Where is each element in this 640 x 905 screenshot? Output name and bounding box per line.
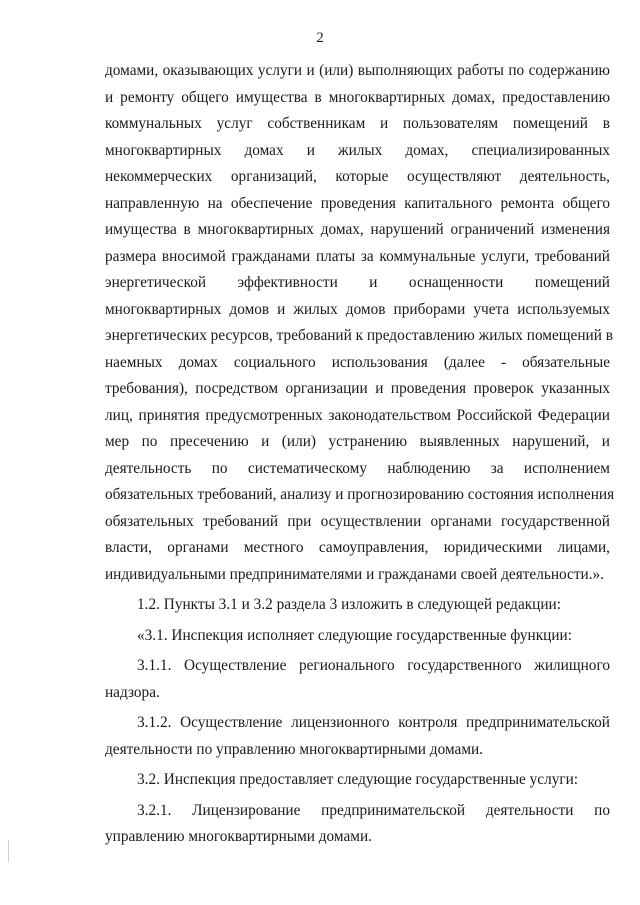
page-number: 2 [316,30,324,46]
paragraph [105,653,610,706]
text-line: размера вносимой гражданами платы за коммунальные услуги, требований [105,247,610,265]
text-line: энергетической эффективности и оснащенности помещений [105,274,610,291]
text-line: и ремонту общего имущества в многоквартирных домах, предоставлению [105,88,610,106]
paragraph [105,623,610,650]
text-line: 3.2.1. Лицензирование предпринимательской деятельности по [137,801,610,819]
text-line: имущества в многоквартирных домах, нарушений ограничений изменения [105,221,610,238]
text-line: направленную на обеспечение проведения капитального ремонта общего [105,194,610,212]
paragraph [105,58,615,588]
scan-edge-mark [8,840,9,862]
text-line: «3.1. Инспекция исполняет следующие государственные функции: [137,626,572,644]
text-line: обязательных требований при осуществлении органами государственной [105,512,610,530]
text-line: домами, оказывающих услуги и (или) выполняющих работы по содержанию [105,62,610,79]
text-line: мер по пресечению и (или) устранению выявленных нарушений, и [105,433,610,450]
text-line: деятельности по управлению многоквартирными домами. [105,740,484,758]
text-line: 3.1.1. Осуществление регионального государственного жилищного [137,657,610,674]
text-line: надзора. [105,683,160,701]
text-line: многоквартирных домов и жилых домов приборами учета используемых [105,300,610,318]
paragraph [105,710,610,763]
text-line: наемных домах социального использования (далее - обязательные [105,353,610,371]
document-body [105,58,615,851]
text-line: управлению многоквартирными домами. [105,828,372,845]
text-line: 3.1.2. Осуществление лицензионного контроля предпринимательской [137,714,610,731]
text-line: коммунальных услуг собственникам и пользователям помещений в [105,115,610,132]
text-line: 3.2. Инспекция предоставляет следующие государственные услуги: [137,771,579,788]
text-line: некоммерческих организаций, которые осуществляют деятельность, [105,168,610,185]
text-line: деятельность по систематическому наблюдению за исполнением [105,459,610,477]
text-line: обязательных требований, анализу и прогнозированию состояния исполнения [105,486,615,503]
text-line: требования), посредством организации и проведения проверок указанных [105,380,610,397]
text-line: лиц, принятия предусмотренных законодательством Российской Федерации [105,406,610,424]
text-line: индивидуальными предпринимателями и гражданами своей деятельности.». [105,565,605,583]
paragraph [105,798,610,851]
text-line: энергетических ресурсов, требований к предоставлению жилых помещений в [105,327,613,344]
paragraph [105,767,610,794]
paragraph [105,592,610,619]
text-line: власти, органами местного самоуправления, юридическими лицами, [105,539,610,556]
text-line: 1.2. Пункты 3.1 и 3.2 раздела 3 изложить в следующей редакции: [137,596,561,613]
text-line: многоквартирных домах и жилых домах, специализированных [105,141,610,159]
